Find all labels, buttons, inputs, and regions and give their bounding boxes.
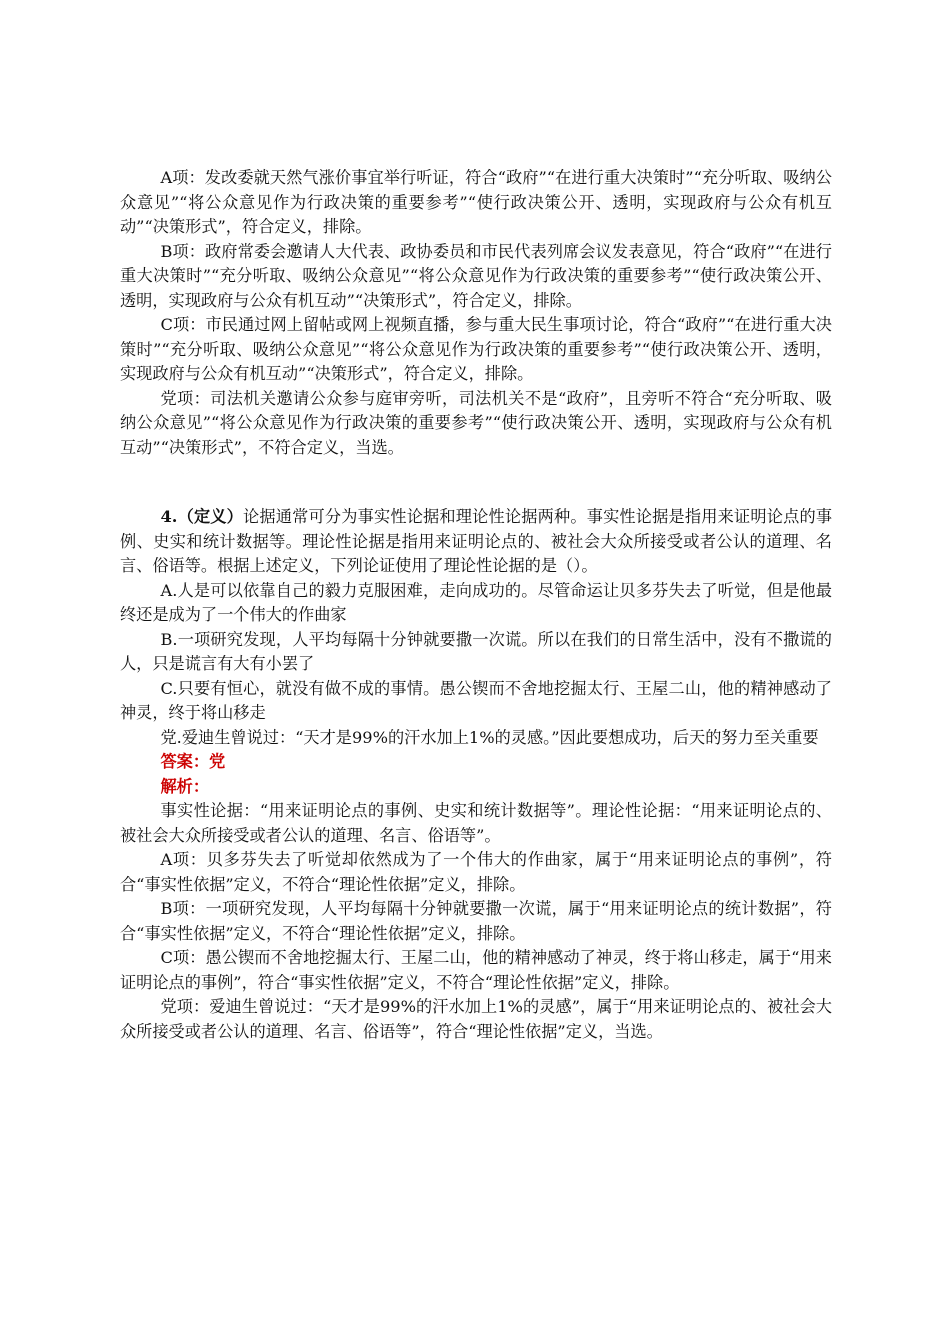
analysis-option-d: 党项：爱迪生曾说过：“天才是99%的汗水加上1%的灵感”，属于“用来证明论点的、被社会大众所接受或者公认的道理、名言、俗语等”，符合“理论性依据”定义，当选。 [120, 997, 832, 1041]
section-spacer [120, 460, 832, 505]
analysis-option-c: C项：愚公锲而不舍地挖掘太行、王屋二山，他的精神感动了神灵，终于将山移走，属于“用来证明论点的事例”，符合“事实性依据”定义，不符合“理论性依据”定义，排除。 [120, 948, 832, 992]
question-stem [120, 505, 832, 579]
prev-analysis-option-b: B项：政府常委会邀请人大代表、政协委员和市民代表列席会议发表意见，符合“政府”“在进行重大决策时”“充分听取、吸纳公众意见”“将公众意见作为行政决策的重要参考”“使行政决策公开、透明，实现政府与公众有机互动”“决策形式”，符合定义，排除。 [120, 241, 832, 310]
document-body [120, 166, 832, 1044]
analysis-definitions: 事实性论据：“用来证明论点的事例、史实和统计数据等”。理论性论据：“用来证明论点的、被社会大众所接受或者公认的道理、名言、俗语等”。 [120, 801, 832, 845]
option-d: 党.爱迪生曾说过：“天才是99%的汗水加上1%的灵感。”因此要想成功，后天的努力至关重要 [160, 727, 819, 747]
analysis-option-a: A项：贝多芬失去了听觉却依然成为了一个伟大的作曲家，属于“用来证明论点的事例”，符合“事实性依据”定义，不符合“理论性依据”定义，排除。 [120, 850, 832, 894]
option-c: C.只要有恒心，就没有做不成的事情。愚公锲而不舍地挖掘太行、王屋二山，他的精神感动了神灵，终于将山移走 [120, 678, 832, 722]
option-a: A.人是可以依靠自己的毅力克服困难，走向成功的。尽管命运让贝多芬失去了听觉，但是他最终还是成为了一个伟大的作曲家 [120, 580, 832, 624]
prev-analysis-option-c: C项：市民通过网上留帖或网上视频直播，参与重大民生事项讨论，符合“政府”“在进行重大决策时”“充分听取、吸纳公众意见”“将公众意见作为行政决策的重要参考”“使行政决策公开、透明，实现政府与公众有机互动”“决策形式”，符合定义，排除。 [120, 315, 832, 383]
prev-analysis-option-d: 党项：司法机关邀请公众参与庭审旁听，司法机关不是“政府”，且旁听不符合“充分听取、吸纳公众意见”“将公众意见作为行政决策的重要参考”“使行政决策公开、透明，实现政府与公众有机互动”“决策形式”，不符合定义，当选。 [120, 388, 832, 457]
analysis-label: 解析： [160, 776, 210, 796]
question-stem-text: 论据通常可分为事实性论据和理论性论据两种。事实性论据是指用来证明论点的事例、史实和统计数据等。理论性论据是指用来证明论点的、被社会大众所接受或者公认的道理、名言、俗语等。根据上述定义，下列论证使用了理论性论据的是（）。 [120, 507, 833, 575]
prev-analysis-option-a: A项：发改委就天然气涨价事宜举行听证，符合“政府”“在进行重大决策时”“充分听取、吸纳公众意见”“将公众意见作为行政决策的重要参考”“使行政决策公开、透明，实现政府与公众有机互动”“决策形式”，符合定义，排除。 [120, 168, 832, 236]
analysis-heading [120, 775, 832, 800]
answer-line [120, 750, 832, 775]
analysis-option-b: B项：一项研究发现，人平均每隔十分钟就要撒一次谎，属于“用来证明论点的统计数据”，符合“事实性依据”定义，不符合“理论性依据”定义，排除。 [120, 899, 832, 943]
option-b: B.一项研究发现，人平均每隔十分钟就要撒一次谎。所以在我们的日常生活中，没有不撒谎的人，只是谎言有大有小罢了 [120, 629, 832, 673]
question-number: 4.（定义） [160, 507, 244, 526]
answer-label: 答案：党 [160, 752, 226, 771]
